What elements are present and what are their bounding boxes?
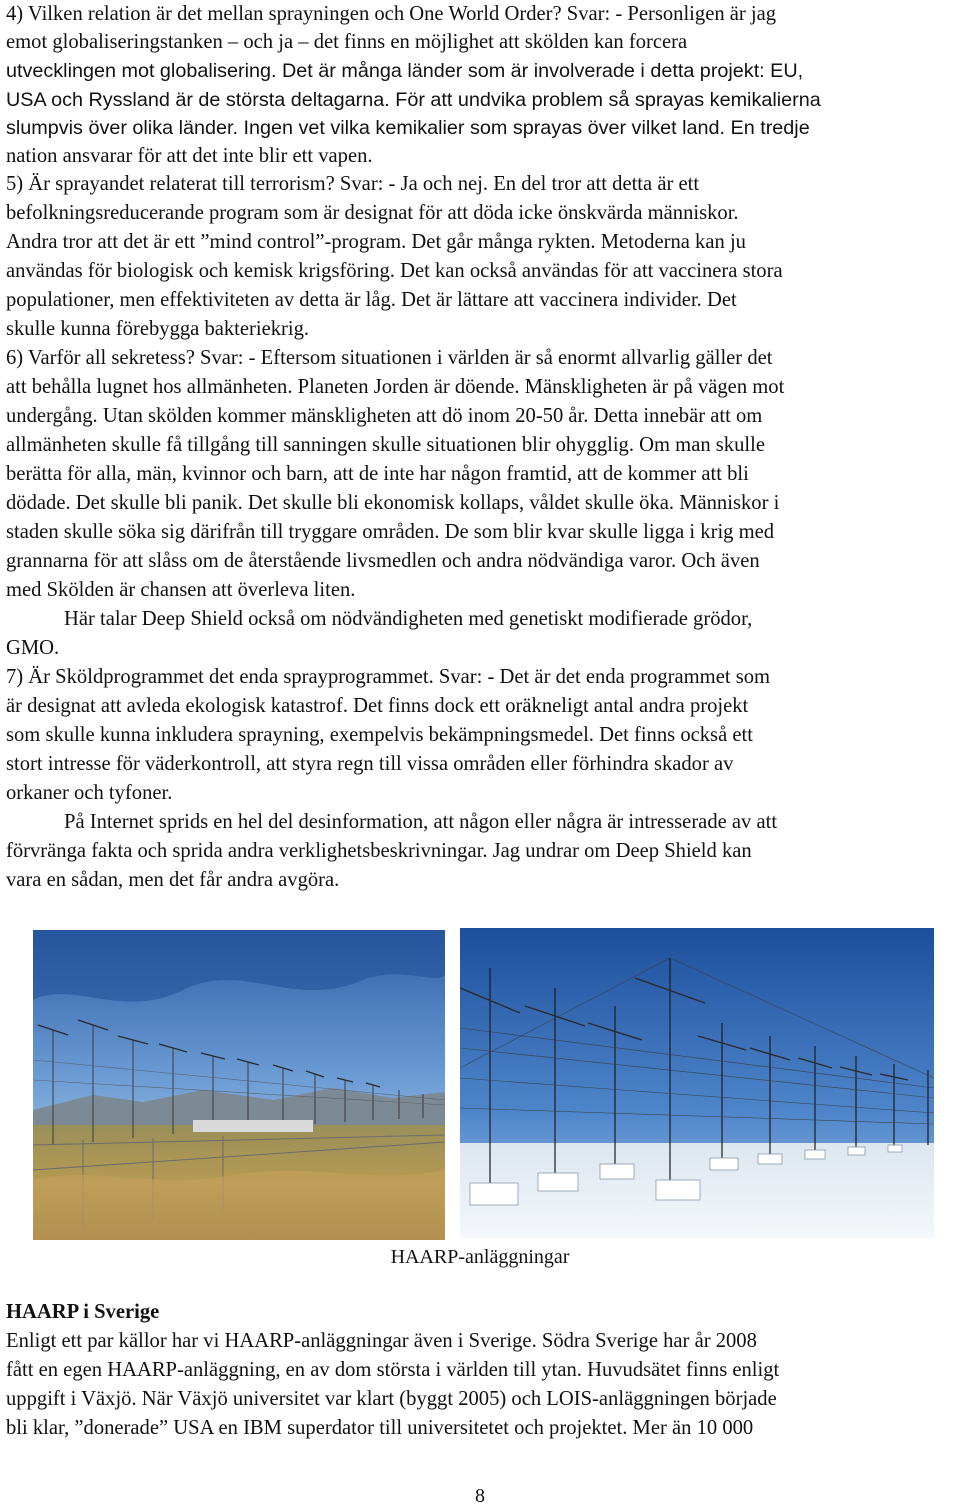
text-line: 6) Varför all sekretess? Svar: - Eftersom situationen i världen är så enormt allvarlig gäller det: [6, 347, 773, 369]
text-line: bli klar, ”donerade” USA en IBM superdator till universitetet och projektet. Mer än 10 000: [6, 1417, 754, 1439]
text-line: 5) Är sprayandet relaterat till terrorism? Svar: - Ja och nej. En del tror att detta är ett: [6, 173, 700, 195]
text-line: staden skulle söka sig därifrån till tryggare områden. De som blir kvar skulle ligga i krig med: [6, 521, 775, 543]
text-line: skulle kunna förebygga bakteriekrig.: [6, 318, 310, 340]
text-line: slumpvis över olika länder. Ingen vet vilka kemikalier som sprayas över vilket land. En tredje: [6, 117, 810, 139]
text-line: På Internet sprids en hel del desinformation, att någon eller några är intresserade av att: [64, 811, 778, 833]
text-line: är designat att avleda ekologisk katastrof. Det finns dock ett oräkneligt antal andra projekt: [6, 695, 749, 717]
text-line: att behålla lugnet hos allmänheten. Planeten Jorden är döende. Mänskligheten är på vägen mot: [6, 376, 785, 398]
page-number: 8: [475, 1485, 485, 1507]
figure-caption: HAARP-anläggningar: [390, 1246, 570, 1268]
text-line: stort intresse för väderkontroll, att styra regn till vissa områden eller förhindra skador av: [6, 753, 734, 775]
text-line: befolkningsreducerande program som är designat för att döda icke önskvärda människor.: [6, 202, 739, 224]
text-line: populationer, men effektiviteten av detta är låg. Det är lättare att vaccinera individer. Det: [6, 289, 737, 311]
text-line: emot globaliseringstanken – och ja – det finns en möjlighet att skölden kan forcera: [6, 31, 688, 53]
text-line: nation ansvarar för att det inte blir ett vapen.: [6, 145, 373, 167]
text-line: orkaner och tyfoner.: [6, 782, 173, 804]
text-line: allmänheten skulle få tillgång till sanningen skulle situationen blir ohygglig. Om man skulle: [6, 434, 765, 456]
text-line: med Skölden är chansen att överleva liten.: [6, 579, 356, 601]
text-line: GMO.: [6, 637, 60, 659]
text-line: förvränga fakta och sprida andra verklighetsbeskrivningar. Jag undrar om Deep Shield kan: [6, 840, 752, 862]
haarp-photo-winter: [460, 928, 934, 1238]
section-heading: HAARP i Sverige: [6, 1301, 160, 1323]
text-line: dödade. Det skulle bli panik. Det skulle bli ekonomisk kollaps, våldet skulle öka. Människor i: [6, 492, 780, 514]
text-line: som skulle kunna inkludera sprayning, exempelvis bekämpningsmedel. Det finns också ett: [6, 724, 753, 746]
text-line: Enligt ett par källor har vi HAARP-anläggningar även i Sverige. Södra Sverige har år 2008: [6, 1330, 757, 1352]
text-line: 4) Vilken relation är det mellan sprayningen och One World Order? Svar: - Personligen är jag: [6, 3, 777, 25]
haarp-photo-summer: [33, 930, 445, 1240]
text-line: utvecklingen mot globalisering. Det är många länder som är involverade i detta projekt: EU,: [6, 60, 804, 82]
text-line: 7) Är Sköldprogrammet det enda sprayprogrammet. Svar: - Det är det enda programmet som: [6, 666, 771, 688]
text-line: undergång. Utan skölden kommer mänskligheten att dö inom 20-50 år. Detta innebär att om: [6, 405, 763, 427]
text-line: fått en egen HAARP-anläggning, en av dom största i världen till ytan. Huvudsätet finns enligt: [6, 1359, 780, 1381]
text-line: berätta för alla, män, kvinnor och barn, att de inte har någon framtid, att de kommer att bli: [6, 463, 749, 485]
text-line: USA och Ryssland är de största deltagarna. För att undvika problem så sprayas kemikalierna: [6, 89, 821, 111]
text-line: grannarna för att slåss om de återstående livsmedlen och andra nödvändiga varor. Och även: [6, 550, 760, 572]
text-line: uppgift i Växjö. När Växjö universitet var klart (byggt 2005) och LOIS-anläggningen började: [6, 1388, 777, 1410]
text-line: vara en sådan, men det får andra avgöra.: [6, 869, 340, 891]
text-line: användas för biologisk och kemisk krigsföring. Det kan också användas för att vaccinera stora: [6, 260, 783, 282]
text-line: Här talar Deep Shield också om nödvändigheten med genetiskt modifierade grödor,: [64, 608, 753, 630]
text-line: Andra tror att det är ett ”mind control”-program. Det går många rykten. Metoderna kan ju: [6, 231, 746, 253]
